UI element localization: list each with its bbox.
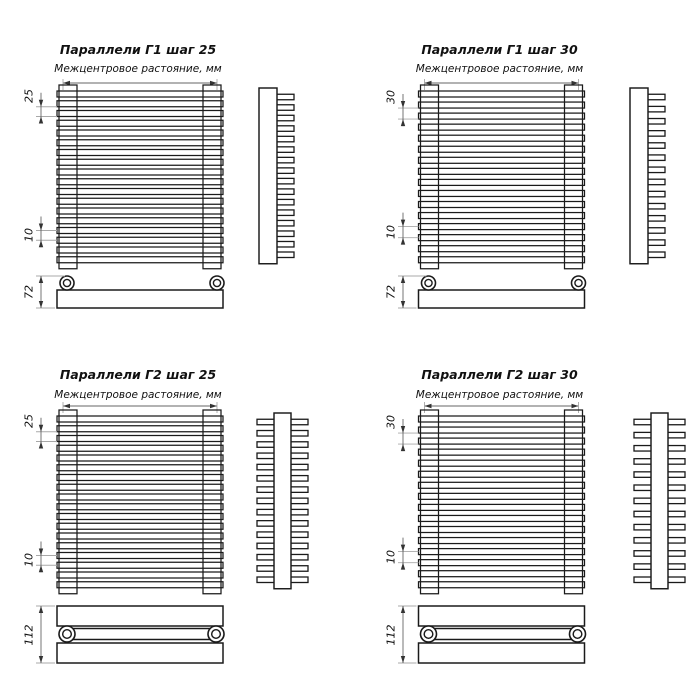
step-dimension: 30 <box>384 415 398 430</box>
step-dimension: 25 <box>22 88 36 103</box>
center-distance-label: Межцентровое растояние, мм <box>415 63 584 75</box>
center-distance-label: Межцентровое растояние, мм <box>415 389 584 401</box>
step-dimension: 25 <box>22 413 36 428</box>
gap-dimension: 10 <box>22 228 36 243</box>
section-height-dimension: 72 <box>22 285 36 299</box>
section-height-dimension: 112 <box>22 624 36 645</box>
section-height-dimension: 112 <box>384 624 398 645</box>
center-distance-label: Межцентровое растояние, мм <box>54 389 222 401</box>
section-height-dimension: 72 <box>384 285 398 299</box>
panel-title: Параллели Г2 шаг 25 <box>59 367 217 382</box>
gap-dimension: 10 <box>22 553 36 568</box>
center-distance-label: Межцентровое растояние, мм <box>54 63 222 75</box>
panel-title: Параллели Г2 шаг 30 <box>421 367 578 382</box>
panel-title: Параллели Г1 шаг 25 <box>59 42 217 57</box>
gap-dimension: 10 <box>384 225 398 240</box>
panel-title: Параллели Г1 шаг 30 <box>421 42 578 57</box>
step-dimension: 30 <box>384 90 398 105</box>
gap-dimension: 10 <box>384 550 398 565</box>
